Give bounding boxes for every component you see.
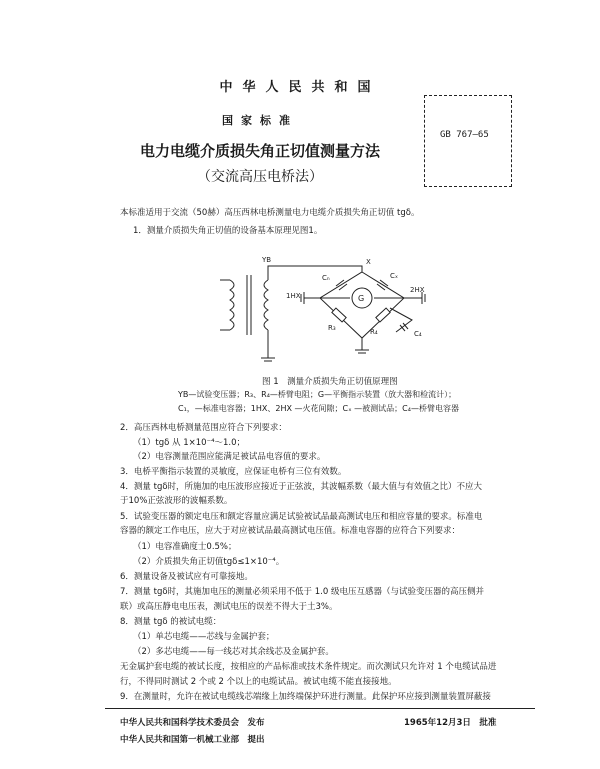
item-8-1: （1）单芯电缆——芯线与金属护套； bbox=[133, 632, 275, 642]
item-4-line2: 于10%正弦波形的波幅系数。 bbox=[120, 496, 233, 506]
footer-proposer: 中华人民共和国第一机械工业部 提出 bbox=[120, 735, 265, 745]
country-heading: 中华人民共和国 bbox=[219, 80, 381, 95]
item-5-1: （1）电容准确度士0.5%； bbox=[133, 542, 237, 552]
item-8: 8．测量 tgδ 的被试电缆： bbox=[120, 617, 222, 627]
standard-number-box bbox=[424, 95, 512, 187]
label-yb: YB bbox=[262, 256, 272, 264]
label-cx: Cₓ bbox=[390, 272, 398, 280]
item-9: 9．在测量时，允许在被试电缆线芯端缘上加终端保护环进行测量。此保护环应接到测量装置屏蔽接 bbox=[120, 692, 491, 702]
document-subtitle: （交流高压电桥法） bbox=[197, 169, 323, 185]
bridge-circuit-diagram bbox=[200, 250, 450, 370]
footer-rule-top bbox=[105, 708, 535, 709]
item-8-2: （2）多芯电缆——每一线芯对其余线芯及金属护套。 bbox=[133, 647, 334, 657]
label-1hx: 1HX bbox=[286, 292, 301, 300]
item-6: 6．测量设备及被试应有可靠接地。 bbox=[120, 572, 253, 582]
item-4-line1: 4．测量 tgδ时，所施加的电压波形应接近于正弦波，其波幅系数（最大值与有效值之比）不应大 bbox=[120, 482, 483, 492]
item-5-line1: 5．试验变压器的额定电压和额定容量应满足试验被试品最高测试电压和相应容量的要求。标准电 bbox=[120, 512, 483, 522]
intro-paragraph: 本标准适用于交流（50赫）高压西林电桥测量电力电缆介质损失角正切值 tgδ。 bbox=[120, 208, 420, 218]
label-c4: C₄ bbox=[414, 330, 422, 338]
transformer-primary-coil bbox=[230, 280, 234, 330]
label-r4: R₄ bbox=[370, 328, 378, 336]
label-x: X bbox=[366, 258, 371, 266]
item-3: 3．电桥平衡指示装置的灵敏度，应保证电桥有三位有效数。 bbox=[120, 467, 347, 477]
label-cn: Cₙ bbox=[322, 274, 330, 282]
item-5-line2: 容器的额定工作电压，应大于对应被试品最高测试电压值。标准电容器的应符合下列要求： bbox=[120, 526, 461, 536]
item-8-line3: 无金属护套电缆的被试长度，按相应的产品标准或技术条件规定。而次测试只允许对 1 个电缆试品进 bbox=[120, 662, 497, 672]
document-title: 电力电缆介质损失角正切值测量方法 bbox=[139, 142, 380, 160]
item-2-2: （2）电容测量范围应能满足被试品电容值的要求。 bbox=[133, 452, 326, 462]
transformer-secondary-coil bbox=[264, 280, 268, 330]
standard-type-heading: 国家标准 bbox=[222, 114, 298, 127]
figure-legend-line2: C₁，—标准电容器；1HX、2HX —火花间隙；Cₓ —被测试品；C₄—桥臂电容器 bbox=[178, 404, 459, 413]
figure-legend-line1: YB—试验变压器；R₃、R₄—桥臂电阻；G—平衡指示装置（放大器和检流计）； bbox=[178, 390, 457, 399]
resistor-r4 bbox=[376, 308, 390, 322]
label-2hx: 2HX bbox=[410, 286, 425, 294]
item-7-line1: 7．测量 tgδ时，其施加电压的测量必须采用不低于 1.0 级电压互感器（与试验变压器的高压侧并 bbox=[120, 587, 484, 597]
resistor-r3 bbox=[332, 308, 346, 322]
item-5-2: （2）介质损失角正切值tgδ≤1×10⁻⁴。 bbox=[133, 557, 285, 567]
item-7-line2: 联）或高压静电电压表，测试电压的误差不得大于土3%。 bbox=[120, 602, 338, 612]
item-8-line4: 行，不得同时测试 2 个或 2 个以上的电缆试品。被试电缆不能直接接地。 bbox=[120, 677, 397, 687]
item-1: 1．测量介质损失角正切值的设备基本原理见图1。 bbox=[133, 226, 323, 236]
label-g: G bbox=[358, 294, 365, 303]
footer-date: 1965年12月3日 批准 bbox=[404, 718, 497, 728]
footer-issuer: 中华人民共和国科学技术委员会 发布 bbox=[120, 718, 265, 728]
label-r3: R₃ bbox=[328, 324, 336, 332]
figure-caption: 图 1 测量介质损失角正切值原理图 bbox=[262, 377, 398, 387]
item-2-1: （1）tgδ 从 1×10⁻⁴～1.0； bbox=[133, 438, 245, 448]
item-2: 2．高压西林电桥测量范围应符合下列要求： bbox=[120, 423, 287, 433]
standard-number: GB 767—65 bbox=[440, 130, 489, 140]
